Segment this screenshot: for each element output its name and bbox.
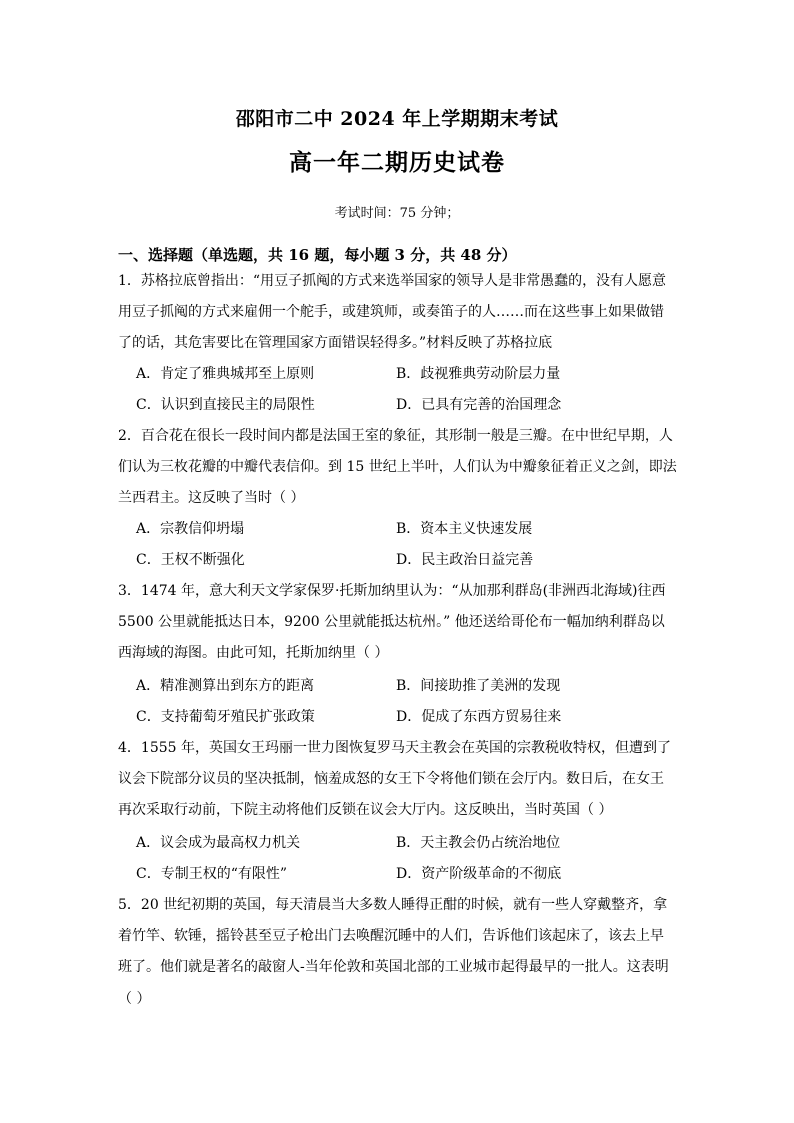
question-1-line-3: 了的话，其危害要比在管理国家方面错误轻得多。”材料反映了苏格拉底: [118, 335, 553, 351]
question-1-option-a: A．肯定了雅典城邦至上原则: [136, 366, 315, 382]
question-4-option-a: A．议会成为最高权力机关: [136, 835, 301, 851]
school-exam-title: 邵阳市二中 2024 年上学期期末考试: [235, 108, 559, 130]
question-4-line-1: 4．1555 年，英国女王玛丽一世力图恢复罗马天主教会在英国的宗教税收特权，但遭到了: [118, 740, 671, 756]
question-3-line-3: 西海域的海图。由此可知，托斯加纳里（ ）: [118, 645, 389, 661]
question-1-option-d: D．已具有完善的治国理念: [396, 397, 562, 413]
question-2-option-d: D．民主政治日益完善: [396, 552, 534, 568]
question-2-option-a: A．宗教信仰坍塌: [136, 521, 245, 537]
question-4-option-c: C．专制王权的“有限性”: [136, 866, 288, 882]
question-1-line-1: 1．苏格拉底曾指出：“用豆子抓阄的方式来选举国家的领导人是非常愚蠢的，没有人愿意: [118, 273, 667, 289]
question-2-line-2: 们认为三枚花瓣的中瓣代表信仰。到 15 世纪上半叶，人们认为中瓣象征着正义之剑，即法: [118, 459, 677, 475]
question-5-line-3: 班了。他们就是著名的敲窗人-当年伦敦和英国北部的工业城市起得最早的一批人。这表明: [118, 959, 669, 975]
question-1-line-2: 用豆子抓阄的方式来雇佣一个舵手，或建筑师，或奏笛子的人……而在这些事上如果做错: [118, 304, 664, 320]
question-5-line-4: （ ）: [118, 991, 151, 1007]
question-4-line-2: 议会下院部分议员的坚决抵制，恼羞成怒的女王下令将他们锁在会厅内。数日后，在女王: [118, 771, 664, 787]
question-4-option-b: B．天主教会仍占统治地位: [396, 835, 561, 851]
question-4-line-3: 再次采取行动前，下院主动将他们反锁在议会大厅内。这反映出，当时英国（ ）: [118, 802, 613, 818]
question-2-option-c: C．王权不断强化: [136, 552, 245, 568]
question-4-option-d: D．资产阶级革命的不彻底: [396, 866, 562, 882]
question-5-line-1: 5．20 世纪初期的英国，每天清晨当大多数人睡得正酣的时候，就有一些人穿戴整齐，拿: [118, 897, 668, 913]
question-2-line-3: 兰西君主。这反映了当时（ ）: [118, 490, 305, 506]
question-2-option-b: B．资本主义快速发展: [396, 521, 533, 537]
question-3-line-2: 5500 公里就能抵达日本，9200 公里就能抵达杭州。” 他还送给哥伦布一幅加纳利群岛以: [118, 614, 665, 630]
question-5-line-2: 着竹竿、软锤，摇铃甚至豆子枪出门去唤醒沉睡中的人们，告诉他们该起床了，该去上早: [118, 928, 664, 944]
exam-paper-title: 高一年二期历史试卷: [289, 149, 505, 176]
question-1-option-b: B．歧视雅典劳动阶层力量: [396, 366, 561, 382]
question-2-line-1: 2．百合花在很长一段时间内都是法国王室的象征，其形制一般是三瓣。在中世纪早期，人: [118, 428, 673, 444]
question-3-option-b: B．间接助推了美洲的发现: [396, 678, 561, 694]
question-3-option-d: D．促成了东西方贸易往来: [396, 709, 562, 725]
question-3-option-a: A．精准测算出到东方的距离: [136, 678, 315, 694]
exam-time-note: 考试时间：75 分钟；: [334, 206, 460, 221]
question-3-line-1: 3．1474 年，意大利天文学家保罗·托斯加纳里认为：“从加那利群岛(非洲西北海域)往西: [118, 583, 666, 599]
section-heading: 一、选择题（单选题，共 16 题，每小题 3 分，共 48 分）: [118, 246, 517, 264]
question-3-option-c: C．支持葡萄牙殖民扩张政策: [136, 709, 315, 725]
question-1-option-c: C．认识到直接民主的局限性: [136, 397, 315, 413]
